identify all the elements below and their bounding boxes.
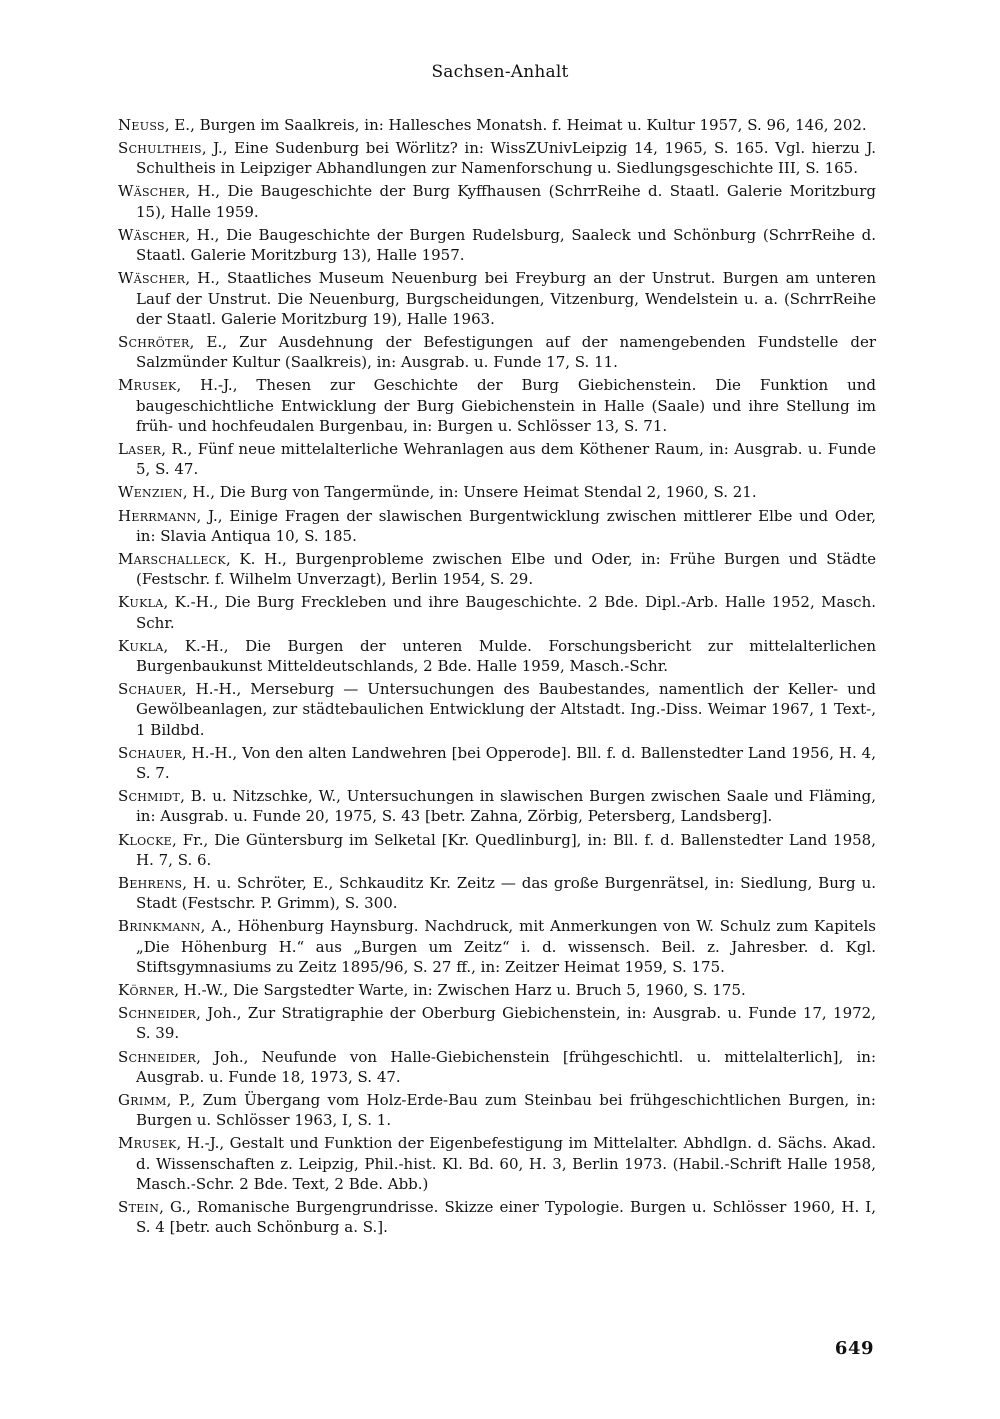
entry-text: , P., Zum Übergang vom Holz-Erde-Bau zum Steinbau bei frühgeschichtlichen Burgen, in: Burgen u. Schlösser 1963, I, S. 1. [136, 1090, 876, 1130]
bibliography-entry [118, 592, 876, 633]
bibliography-entry [118, 1197, 876, 1238]
entry-text: , H.-H., Merseburg — Untersuchungen des Baubestandes, namentlich der Keller- und Gewölbeanlagen, zur städtebaulichen Entwicklung der Altstadt. Ing.-Diss. Weimar 1967, 1 Text-, 1 Bildbd. [136, 680, 876, 739]
entry-author: Marschalleck [118, 549, 226, 568]
bibliography-entry [118, 636, 876, 677]
entry-author: Kukla [118, 636, 164, 655]
entry-text: , H., Staatliches Museum Neuenburg bei Freyburg an der Unstrut. Burgen am unteren Lauf der Unstrut. Die Neuenburg, Burgscheidungen, Vitzenburg, Wendelstein u. a. (SchrrReihe der Staatl. Galerie Moritzburg 19), Halle 1963. [136, 269, 876, 328]
entry-text: , H.-H., Von den alten Landwehren [bei Opperode]. Bll. f. d. Ballenstedter Land 1956, H. 4, S. 7. [136, 743, 876, 783]
bibliography-entry [118, 873, 876, 914]
bibliography-entry [118, 786, 876, 827]
entry-text: , B. u. Nitzschke, W., Untersuchungen in slawischen Burgen zwischen Saale und Fläming, in: Ausgrab. u. Funde 20, 1975, S. 43 [betr. Zahna, Zörbig, Petersberg, Landsberg]. [136, 787, 876, 826]
entry-author: Herrmann [118, 506, 197, 525]
entry-text: , J., Einige Fragen der slawischen Burgentwicklung zwischen mittlerer Elbe und Oder, in: Slavia Antiqua 10, S. 185. [136, 506, 876, 545]
bibliography-entry [118, 332, 876, 373]
bibliography-entry [118, 1133, 876, 1194]
entry-text: , H., Die Baugeschichte der Burg Kyffhausen (SchrrReihe d. Staatl. Galerie Moritzburg 15), Halle 1959. [136, 182, 876, 221]
bibliography-list [118, 115, 876, 1240]
entry-text: , H.-J., Gestalt und Funktion der Eigenbefestigung im Mittelalter. Abhdlgn. d. Sächs. Akad. d. Wissenschaften z. Leipzig, Phil.-hist. Kl. Bd. 60, H. 3, Berlin 1973. (Habil.-Schrift Halle 1958, Masch.-Schr. 2 Bde. Text, 2 Bde. Abb.) [136, 1134, 876, 1193]
entry-author: Neuss [118, 116, 165, 134]
entry-text: , K. H., Burgenprobleme zwischen Elbe und Oder, in: Frühe Burgen und Städte (Festschr. f. Wilhelm Unverzagt), Berlin 1954, S. 29. [136, 549, 876, 589]
bibliography-entry [118, 980, 876, 1000]
entry-author: Brinkmann [118, 917, 201, 936]
entry-text: , G., Romanische Burgengrundrisse. Skizze einer Typologie. Burgen u. Schlösser 1960, H. I, S. 4 [betr. auch Schönburg a. S.]. [136, 1197, 876, 1237]
entry-author: Wenzien [118, 483, 183, 502]
entry-author: Kukla [118, 593, 164, 612]
page-number: 649 [834, 1338, 874, 1359]
entry-author: Wäscher [118, 225, 186, 244]
bibliography-entry [118, 679, 876, 740]
bibliography-entry [118, 375, 876, 436]
entry-author: Grimm [118, 1090, 167, 1109]
entry-text: , Fr., Die Güntersburg im Selketal [Kr. Quedlinburg], in: Bll. f. d. Ballenstedter Land 1958, H. 7, S. 6. [136, 830, 876, 869]
entry-text: , E., Zur Ausdehnung der Befestigungen auf der namengebenden Fundstelle der Salzmünder Kultur (Saalkreis), in: Ausgrab. u. Funde 17, S. 11. [136, 332, 876, 372]
entry-text: , H., Die Baugeschichte der Burgen Rudelsburg, Saaleck und Schönburg (SchrrReihe d. Staatl. Galerie Moritzburg 13), Halle 1957. [136, 225, 876, 265]
entry-author: Mrusek [118, 376, 177, 395]
entry-author: Schmidt [118, 787, 181, 806]
bibliography-entry [118, 115, 876, 135]
running-header: Sachsen-Anhalt [431, 62, 569, 82]
entry-text: , H.-J., Thesen zur Geschichte der Burg Giebichenstein. Die Funktion und baugeschichtliche Entwicklung der Burg Giebichenstein in Halle (Saale) und ihre Stellung im früh- und hochfeudalen Burgenbau, in: Burgen u. Schlösser 13, S. 71. [136, 376, 876, 435]
entry-author: Klocke [118, 830, 172, 849]
entry-author: Schröter [118, 332, 190, 351]
bibliography-entry [118, 506, 876, 547]
bibliography-entry [118, 225, 876, 266]
bibliography-entry [118, 1090, 876, 1131]
bibliography-entry [118, 268, 876, 329]
entry-author: Wäscher [118, 269, 186, 288]
bibliography-entry [118, 439, 876, 480]
bibliography-entry [118, 1047, 876, 1088]
entry-author: Körner [118, 981, 175, 1000]
entry-text: , J., Eine Sudenburg bei Wörlitz? in: WissZUnivLeipzig 14, 1965, S. 165. Vgl. hierzu J. Schultheis in Leipziger Abhandlungen zur Namenforschung u. Siedlungsgeschichte III, S. 165. [136, 139, 876, 178]
entry-author: Stein [118, 1197, 160, 1216]
entry-text: , K.-H., Die Burg Freckleben und ihre Baugeschichte. 2 Bde. Dipl.-Arb. Halle 1952, Masch. Schr. [136, 593, 876, 632]
bibliography-entry [118, 743, 876, 784]
entry-author: Wäscher [118, 182, 186, 201]
bibliography-entry [118, 1003, 876, 1044]
entry-text: , Joh., Neufunde von Halle-Giebichenstein [frühgeschichtl. u. mittelalterlich], in: Ausgrab. u. Funde 18, 1973, S. 47. [136, 1047, 876, 1086]
bibliography-entry [118, 181, 876, 222]
entry-author: Schultheis [118, 139, 202, 158]
entry-author: Behrens [118, 873, 183, 892]
bibliography-entry [118, 482, 876, 502]
bibliography-entry [118, 916, 876, 977]
entry-author: Schneider [118, 1004, 197, 1023]
entry-text: , E., Burgen im Saalkreis, in: Hallesches Monatsh. f. Heimat u. Kultur 1957, S. 96, 146, 202. [164, 116, 867, 134]
entry-text: , A., Höhenburg Haynsburg. Nachdruck, mit Anmerkungen von W. Schulz zum Kapitels „Die Höhenburg H.“ aus „Burgen um Zeitz“ i. d. wissensch. Beil. z. Jahresber. d. Kgl. Stiftsgymnasiums zu Zeitz 1895/96, S. 27 ff., in: Zeitzer Heimat 1959, S. 175. [136, 917, 876, 976]
bibliography-entry [118, 549, 876, 590]
bibliography-entry [118, 138, 876, 179]
entry-author: Schneider [118, 1047, 197, 1066]
entry-author: Schauer [118, 680, 182, 699]
entry-text: , R., Fünf neue mittelalterliche Wehranlagen aus dem Köthener Raum, in: Ausgrab. u. Funde 5, S. 47. [136, 440, 876, 479]
bibliography-entry [118, 830, 876, 871]
entry-text: , H.-W., Die Sargstedter Warte, in: Zwischen Harz u. Bruch 5, 1960, S. 175. [174, 981, 746, 1000]
entry-author: Schauer [118, 743, 182, 762]
entry-author: Laser [118, 440, 162, 459]
entry-author: Mrusek [118, 1134, 177, 1153]
entry-text: , Joh., Zur Stratigraphie der Oberburg Giebichenstein, in: Ausgrab. u. Funde 17, 1972, S. 39. [136, 1004, 876, 1043]
entry-text: , H., Die Burg von Tangermünde, in: Unsere Heimat Stendal 2, 1960, S. 21. [182, 483, 757, 502]
entry-text: , H. u. Schröter, E., Schkauditz Kr. Zeitz — das große Burgenrätsel, in: Siedlung, Burg u. Stadt (Festschr. P. Grimm), S. 300. [136, 873, 876, 913]
entry-text: , K.-H., Die Burgen der unteren Mulde. Forschungsbericht zur mittelalterlichen Burgenbaukunst Mitteldeutschlands, 2 Bde. Halle 1959, Masch.-Schr. [136, 636, 876, 675]
